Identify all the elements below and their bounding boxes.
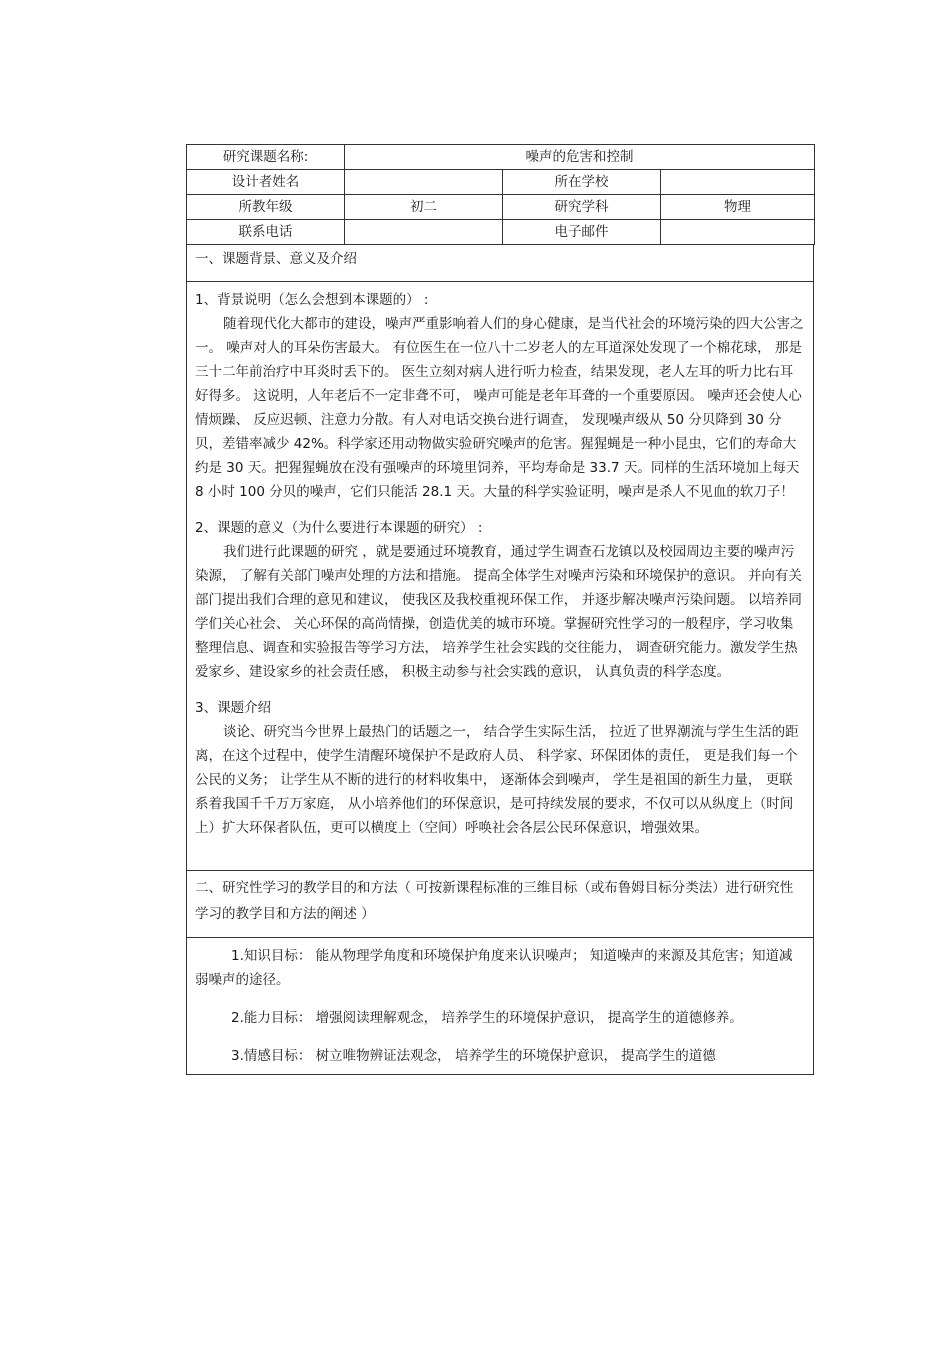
section-goals-heading bbox=[186, 871, 814, 938]
section2-title: 二、研究性学习的教学目的和方法（ 可按新课程标准的三维目标（或布鲁姆目标分类法）进行研究性学习的教学目和方法的阐述 ） bbox=[195, 880, 794, 922]
goal-knowledge: 1.知识目标： 能从物理学角度和环境保护角度来认识噪声； 知道噪声的来源及其危害；知道减弱噪声的途径。 bbox=[195, 948, 793, 988]
phone-label: 联系电话 bbox=[187, 220, 345, 245]
meaning-title: 2、课题的意义（为什么要进行本课题的研究） : bbox=[195, 520, 483, 536]
background-title: 1、背景说明（怎么会想到本课题的） : bbox=[195, 292, 429, 308]
phone-value[interactable] bbox=[345, 220, 503, 245]
section1-title: 一、课题背景、意义及介绍 bbox=[195, 251, 357, 267]
school-label: 所在学校 bbox=[503, 170, 661, 195]
topic-value: 噪声的危害和控制 bbox=[345, 145, 815, 170]
table-row bbox=[187, 220, 815, 245]
grade-label: 所教年级 bbox=[187, 195, 345, 220]
school-value[interactable] bbox=[661, 170, 815, 195]
info-table bbox=[186, 144, 815, 245]
designer-label: 设计者姓名 bbox=[187, 170, 345, 195]
grade-value: 初二 bbox=[345, 195, 503, 220]
subject-label: 研究学科 bbox=[503, 195, 661, 220]
subject-value: 物理 bbox=[661, 195, 815, 220]
background-text: 随着现代化大都市的建设，噪声严重影响着人们的身心健康，是当代社会的环境污染的四大公害之一。 噪声对人的耳朵伤害最大。 有位医生在一位八十二岁老人的左耳道深处发现了一个棉花球， 那是三十二年前治疗中耳炎时丢下的。 医生立刻对病人进行听力检查，结果发现，老人左耳的听力比右耳好得多。 这说明，人年老后不一定非聋不可， 噪声可能是老年耳聋的一个重要原因。 噪声还会使人心情烦躁、 反应迟顿、注意力分散。有人对电话交换台进行调查， 发现噪声级从 50 分贝降到 30 分贝，差错率减少 42%。科学家还用动物做实验研究噪声的危害。猩猩蝇是一种小昆虫，它们的寿命大约是 30 天。把猩猩蝇放在没有强噪声的环境里饲养，平均寿命是 33.7 天。同样的生活环境加上每天 8 小时 100 分贝的噪声，它们只能活 28.1 天。大量的科学实验证明，噪声是杀人不见血的软刀子！ bbox=[195, 316, 804, 500]
table-row bbox=[187, 145, 815, 170]
section-background-body bbox=[186, 282, 814, 871]
meaning-text: 我们进行此课题的研究 ，就是要通过环境教育，通过学生调查石龙镇以及校园周边主要的噪声污染源， 了解有关部门噪声处理的方法和措施。 提高全体学生对噪声污染和环境保护的意识。 并向有关部门提出我们合理的意见和建议， 使我区及我校重视环保工作， 并逐步解决噪声污染问题。 以培养同学们关心社会、 关心环保的高尚情操，创造优美的城市环境。掌握研究性学习的一般程序，学习收集整理信息、调查和实验报告等学习方法， 培养学生社会实践的交往能力， 调查研究能力。激发学生热爱家乡、建设家乡的社会责任感， 积极主动参与社会实践的意识， 认真负责的科学态度。 bbox=[195, 544, 802, 680]
email-value[interactable] bbox=[661, 220, 815, 245]
section-background-heading bbox=[186, 245, 814, 282]
table-row bbox=[187, 195, 815, 220]
goal-emotion: 3.情感目标： 树立唯物辨证法观念， 培养学生的环境保护意识， 提高学生的道德 bbox=[231, 1048, 716, 1064]
intro-title: 3、课题介绍 bbox=[195, 700, 272, 716]
table-row bbox=[187, 170, 815, 195]
topic-label: 研究课题名称: bbox=[187, 145, 345, 170]
intro-text: 谈论、研究当今世界上最热门的话题之一， 结合学生实际生活， 拉近了世界潮流与学生生活的距离，在这个过程中，使学生清醒环境保护不是政府人员、 科学家、环保团体的责任， 更是我们每一个公民的义务； 让学生从不断的进行的材料收集中， 逐渐体会到噪声， 学生是祖国的新生力量， 更联系着我国千千万万家庭， 从小培养他们的环保意识，是可持续发展的要求，不仅可以从纵度上（时间上）扩大环保者队伍，更可以横度上（空间）呼唤社会各层公民环保意识，增强效果。 bbox=[195, 724, 799, 836]
section-goals-body bbox=[186, 938, 814, 1075]
email-label: 电子邮件 bbox=[503, 220, 661, 245]
designer-value[interactable] bbox=[345, 170, 503, 195]
research-form bbox=[186, 144, 814, 1075]
goal-ability: 2.能力目标： 增强阅读理解观念， 培养学生的环境保护意识， 提高学生的道德修养。 bbox=[231, 1010, 743, 1026]
